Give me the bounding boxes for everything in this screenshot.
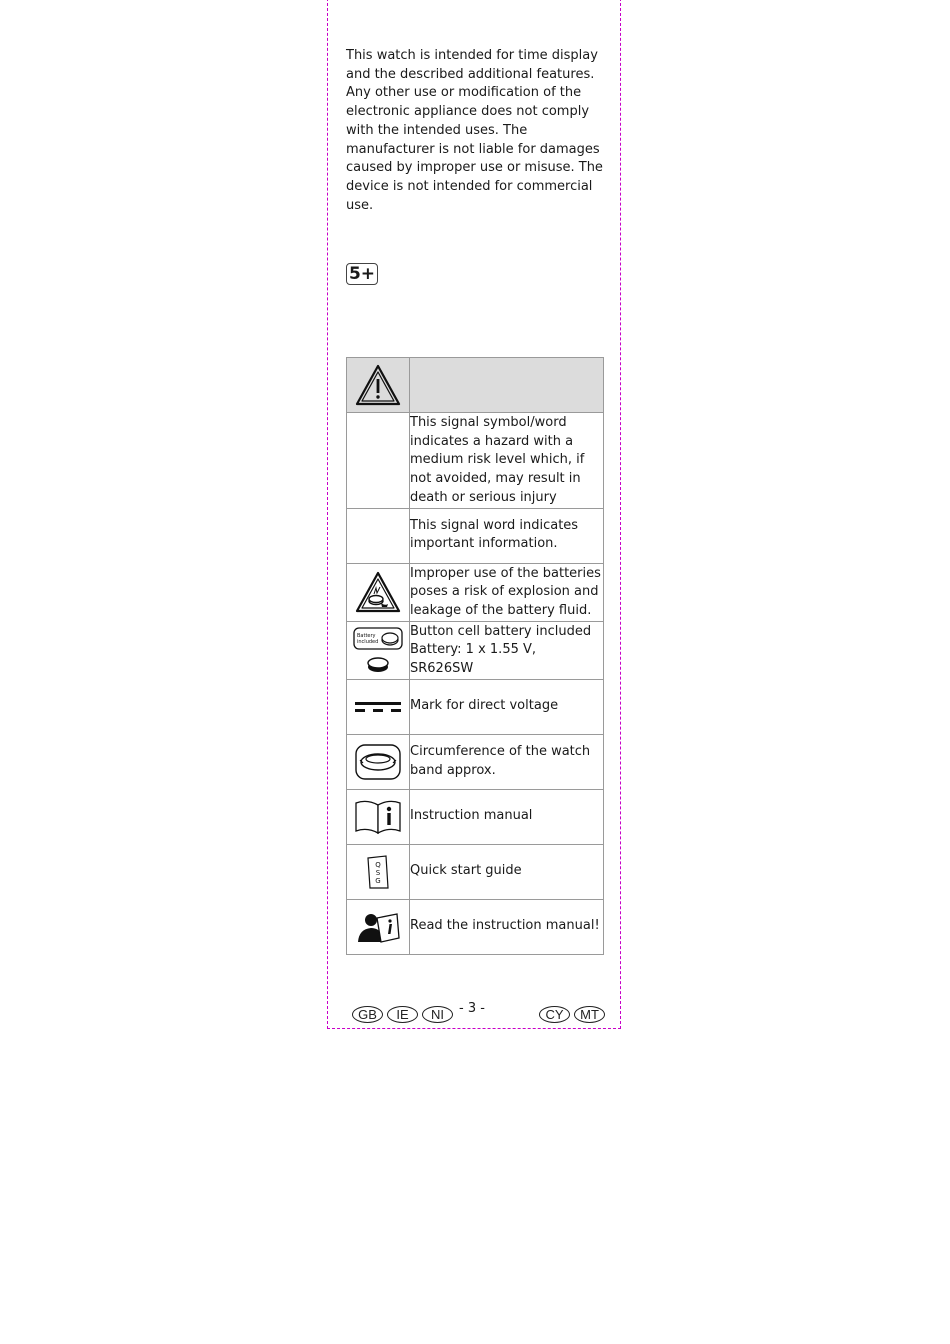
battery-explosion-warning-icon (354, 570, 402, 614)
table-row (347, 789, 604, 844)
table-row (347, 358, 604, 413)
symbol-cell (347, 413, 410, 509)
country-badges-left (352, 1006, 453, 1023)
warning-triangle-icon (354, 363, 402, 407)
symbol-description: Read the instruction manual! (410, 899, 604, 954)
symbol-description (410, 358, 604, 413)
symbol-description: This signal word indicates important information. (410, 508, 604, 563)
symbol-description: Circumference of the watch band approx. (410, 734, 604, 789)
symbol-cell (347, 358, 410, 413)
instruction-manual-icon (353, 799, 403, 835)
symbol-cell (347, 844, 410, 899)
table-row (347, 899, 604, 954)
watch-band-circumference-icon (354, 743, 402, 781)
svg-text:S: S (375, 868, 381, 877)
battery-line: Battery: 1 x 1.55 V, (410, 642, 537, 658)
table-row (347, 508, 604, 563)
table-row (347, 734, 604, 789)
country-badge: GB (352, 1006, 383, 1023)
page-number: - 3 - (459, 1001, 485, 1016)
symbol-cell (347, 563, 410, 621)
direct-voltage-icon (354, 700, 402, 714)
battery-line: Button cell battery included (410, 623, 592, 639)
table-row (347, 844, 604, 899)
table-row (347, 563, 604, 621)
svg-text:included: included (357, 639, 379, 646)
country-badge: IE (387, 1006, 418, 1023)
symbol-description: Quick start guide (410, 844, 604, 899)
country-badge: MT (574, 1006, 605, 1023)
table-row (347, 413, 604, 509)
country-badge: CY (539, 1006, 570, 1023)
table-row (347, 621, 604, 679)
table-row (347, 679, 604, 734)
symbol-cell (347, 789, 410, 844)
intended-use-paragraph: This watch is intended for time display and the described additional features. Any other use or modification of the electronic appliance does not comply with the intended uses. The manufacturer is not liable for damages caused by improper use or misuse. The device is not intended for commercial use. (346, 48, 603, 213)
battery-line: SR626SW (410, 661, 474, 677)
symbol-description (410, 621, 604, 679)
symbols-table (346, 357, 604, 955)
age-badge: 5+ (346, 263, 378, 285)
symbol-cell (347, 679, 410, 734)
svg-text:G: G (375, 876, 381, 885)
symbol-cell (347, 734, 410, 789)
quick-start-guide-icon (365, 854, 391, 890)
country-badges-right (539, 1006, 605, 1023)
symbol-cell (347, 621, 410, 679)
battery-included-icon (352, 625, 404, 675)
symbol-description: This signal symbol/word indicates a hazard with a medium risk level which, if not avoided, may result in death or serious injury (410, 413, 604, 509)
country-badge: NI (422, 1006, 453, 1023)
svg-text:Battery: Battery (357, 633, 376, 640)
read-manual-icon (355, 910, 401, 944)
symbol-description: Improper use of the batteries poses a risk of explosion and leakage of the battery fluid. (410, 563, 604, 621)
symbol-cell (347, 508, 410, 563)
symbol-description: Instruction manual (410, 789, 604, 844)
svg-text:Q: Q (375, 860, 381, 869)
symbol-cell (347, 899, 410, 954)
symbol-description: Mark for direct voltage (410, 679, 604, 734)
